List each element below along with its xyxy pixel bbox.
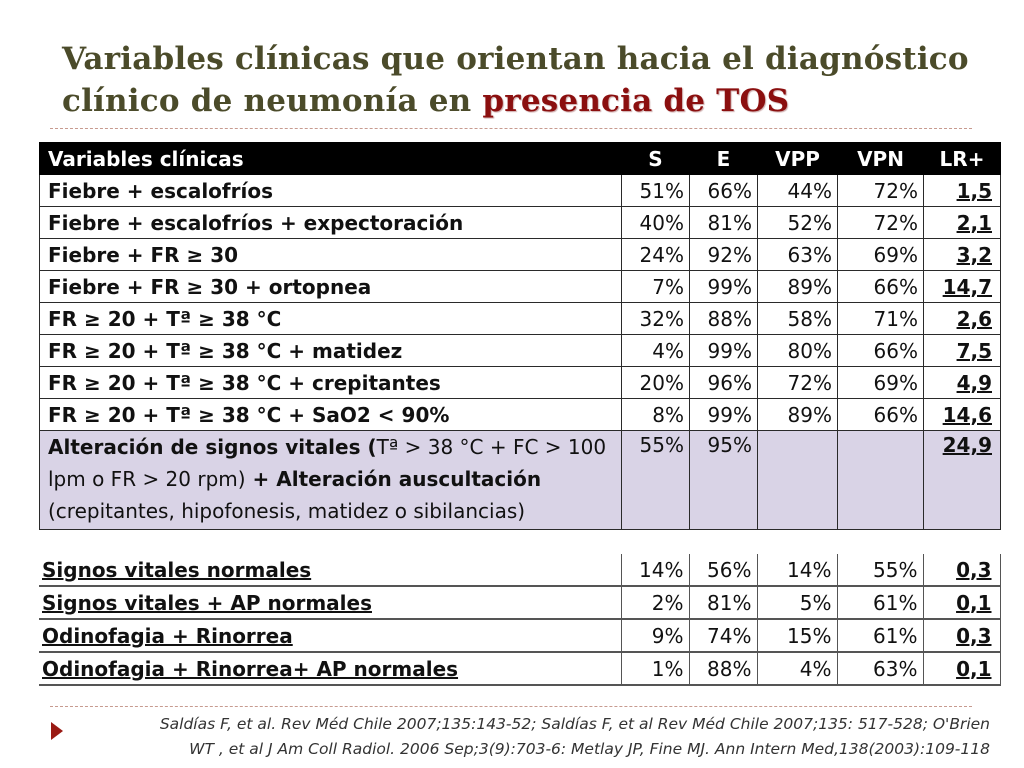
table-row [40, 239, 1001, 271]
highlighted-row-label [40, 431, 622, 530]
cell-e: 81% [690, 207, 758, 239]
cell-vpp: 63% [758, 239, 838, 271]
reference-line-2: WT , et al J Am Coll Radiol. 2006 Sep;3(9):703-6: Metlay JP, Fine MJ. Ann Intern Med,138(2003):109-118 [189, 740, 990, 758]
references [90, 712, 990, 762]
table-row [40, 175, 1001, 207]
cell-vpn: 71% [838, 303, 924, 335]
cell-lr: 14,7 [924, 271, 1001, 303]
cell-vpp: 15% [757, 619, 837, 652]
cell-vpp: 44% [758, 175, 838, 207]
table-row [40, 207, 1001, 239]
cell-vpp [758, 431, 838, 530]
cell-vpn: 69% [838, 239, 924, 271]
cell-s: 40% [622, 207, 690, 239]
cell-e: 95% [690, 431, 758, 530]
table-row [40, 335, 1001, 367]
cell-s: 14% [621, 554, 689, 586]
cell-vpp: 4% [757, 652, 837, 685]
row-label: FR ≥ 20 + Tª ≥ 38 °C + matidez [40, 335, 622, 367]
normal-findings-table [39, 554, 1001, 686]
highlighted-row [40, 431, 1001, 530]
cell-vpp: 89% [758, 399, 838, 431]
cell-vpn: 72% [838, 207, 924, 239]
cell-lr: 3,2 [924, 239, 1001, 271]
row-label: Signos vitales + AP normales [39, 586, 621, 619]
label-bold-part-2: + Alteración auscultación [245, 467, 542, 491]
cell-s: 1% [621, 652, 689, 685]
header-vpn: VPN [838, 143, 924, 175]
cell-s: 51% [622, 175, 690, 207]
cell-s: 2% [621, 586, 689, 619]
cell-lr: 7,5 [924, 335, 1001, 367]
row-label: FR ≥ 20 + Tª ≥ 38 °C [40, 303, 622, 335]
row-label: Fiebre + escalofríos [40, 175, 622, 207]
table-row [39, 619, 1000, 652]
cell-vpn: 66% [838, 399, 924, 431]
cell-lr: 14,6 [924, 399, 1001, 431]
table-row [39, 652, 1000, 685]
cell-vpn: 61% [837, 586, 923, 619]
cell-lr: 0,3 [923, 619, 1000, 652]
slide-title [62, 38, 1002, 122]
row-label: Fiebre + FR ≥ 30 + ortopnea [40, 271, 622, 303]
cell-vpp: 5% [757, 586, 837, 619]
cell-lr: 4,9 [924, 367, 1001, 399]
header-lr: LR+ [924, 143, 1001, 175]
cell-e: 99% [690, 271, 758, 303]
cell-s: 7% [622, 271, 690, 303]
title-highlight: presencia de TOS [482, 83, 790, 119]
cell-vpn: 66% [838, 271, 924, 303]
title-line-2-prefix: clínico de neumonía en [62, 83, 483, 119]
cell-lr: 0,3 [923, 554, 1000, 586]
table-row [40, 271, 1001, 303]
row-label: Odinofagia + Rinorrea+ AP normales [39, 652, 621, 685]
cell-vpp: 80% [758, 335, 838, 367]
table-row [39, 554, 1000, 586]
cell-vpp: 72% [758, 367, 838, 399]
table-row [39, 586, 1000, 619]
cell-vpp: 52% [758, 207, 838, 239]
cell-lr: 24,9 [924, 431, 1001, 530]
header-variables: Variables clínicas [40, 143, 622, 175]
row-label: FR ≥ 20 + Tª ≥ 38 °C + SaO2 < 90% [40, 399, 622, 431]
cell-vpn: 66% [838, 335, 924, 367]
cell-vpn: 69% [838, 367, 924, 399]
table-row [40, 399, 1001, 431]
cell-lr: 2,6 [924, 303, 1001, 335]
cell-e: 74% [689, 619, 757, 652]
row-label: Fiebre + escalofríos + expectoración [40, 207, 622, 239]
cell-s: 8% [622, 399, 690, 431]
cell-e: 88% [689, 652, 757, 685]
row-label: FR ≥ 20 + Tª ≥ 38 °C + crepitantes [40, 367, 622, 399]
cell-e: 96% [690, 367, 758, 399]
cell-e: 92% [690, 239, 758, 271]
cell-e: 99% [690, 335, 758, 367]
bottom-divider [50, 706, 972, 707]
cell-s: 9% [621, 619, 689, 652]
cell-lr: 0,1 [923, 586, 1000, 619]
cell-lr: 0,1 [923, 652, 1000, 685]
label-normal-part-1: Tª > 38 °C + FC > 100 lpm o FR > 20 rpm) [48, 435, 607, 491]
cell-e: 56% [689, 554, 757, 586]
cell-vpn: 55% [837, 554, 923, 586]
cell-s: 4% [622, 335, 690, 367]
cell-vpp: 89% [758, 271, 838, 303]
row-label: Fiebre + FR ≥ 30 [40, 239, 622, 271]
cell-vpp: 58% [758, 303, 838, 335]
header-vpp: VPP [758, 143, 838, 175]
clinical-variables-table [39, 142, 1001, 530]
cell-vpn [838, 431, 924, 530]
cell-lr: 1,5 [924, 175, 1001, 207]
table-header-row [40, 143, 1001, 175]
label-bold-part-1: Alteración de signos vitales ( [48, 435, 377, 459]
cell-vpn: 63% [837, 652, 923, 685]
reference-line-1: Saldías F, et al. Rev Méd Chile 2007;135:143-52; Saldías F, et al Rev Méd Chile 2007;135: 517-528; O'Brien [159, 715, 990, 733]
cell-vpn: 61% [837, 619, 923, 652]
cell-s: 55% [622, 431, 690, 530]
cell-s: 20% [622, 367, 690, 399]
cell-vpp: 14% [757, 554, 837, 586]
top-divider [50, 128, 972, 129]
label-normal-part-2: (crepitantes, hipofonesis, matidez o sibilancias) [48, 499, 526, 523]
row-label: Odinofagia + Rinorrea [39, 619, 621, 652]
cell-e: 99% [690, 399, 758, 431]
table-row [40, 367, 1001, 399]
cell-e: 88% [690, 303, 758, 335]
cell-vpn: 72% [838, 175, 924, 207]
header-e: E [690, 143, 758, 175]
cell-s: 32% [622, 303, 690, 335]
row-label: Signos vitales normales [39, 554, 621, 586]
cell-lr: 2,1 [924, 207, 1001, 239]
cell-e: 66% [690, 175, 758, 207]
table-row [40, 303, 1001, 335]
header-s: S [622, 143, 690, 175]
cell-s: 24% [622, 239, 690, 271]
title-line-1: Variables clínicas que orientan hacia el diagnóstico [62, 41, 969, 77]
bullet-arrow-icon [51, 722, 63, 740]
cell-e: 81% [689, 586, 757, 619]
